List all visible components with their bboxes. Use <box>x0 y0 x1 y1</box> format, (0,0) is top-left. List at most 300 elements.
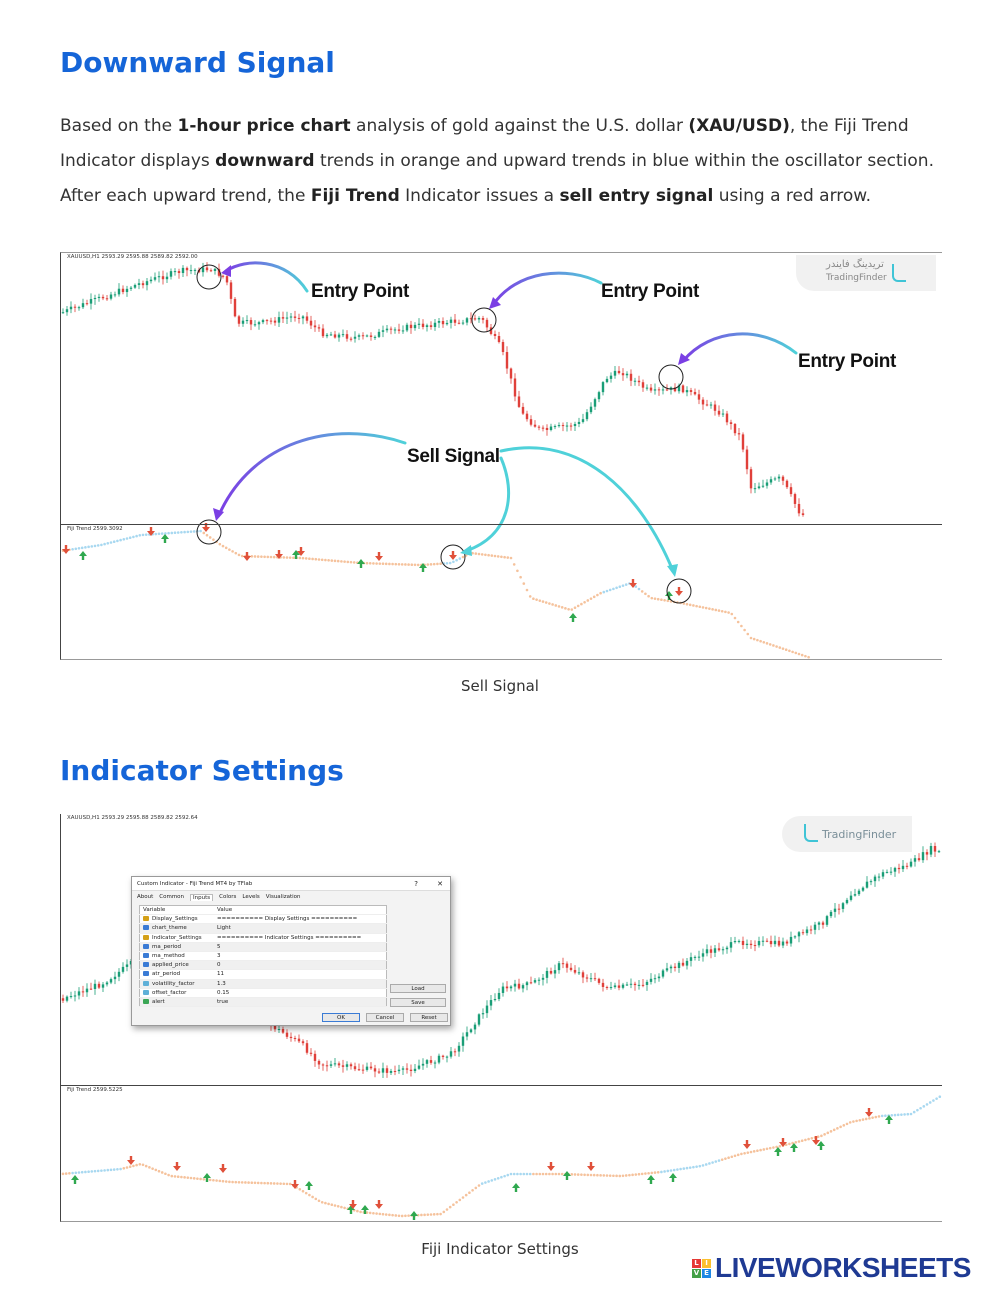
candle-body <box>798 504 800 513</box>
candle-body <box>414 1069 416 1071</box>
candle-body <box>282 1029 284 1033</box>
candle-body <box>514 984 516 987</box>
candle-body <box>882 872 884 876</box>
value-cell[interactable]: 5 <box>214 942 387 951</box>
trend-dot <box>561 606 564 609</box>
variable-name: offset_factor <box>152 989 187 996</box>
candle-body <box>142 283 144 285</box>
trend-dot <box>519 1173 522 1176</box>
candle-body <box>222 276 224 277</box>
candle-body <box>466 318 468 322</box>
candle-body <box>518 984 520 989</box>
candle-body <box>562 963 564 964</box>
trend-dot <box>331 559 334 562</box>
trend-dot <box>561 1173 564 1176</box>
tab-visualization[interactable]: Visualization <box>265 894 301 900</box>
trend-dot <box>241 1181 244 1184</box>
trend-dot <box>740 1153 743 1156</box>
trend-dot <box>705 1163 708 1166</box>
trend-dot <box>926 1103 929 1106</box>
candle-body <box>606 379 608 382</box>
candle-body <box>94 298 96 299</box>
trend-dot <box>68 1172 71 1175</box>
trend-dot <box>721 610 724 613</box>
candle-body <box>274 321 276 323</box>
candle-body <box>638 381 640 382</box>
candle-body <box>906 866 908 867</box>
reset-button[interactable]: Reset <box>410 1013 448 1022</box>
cancel-button[interactable]: Cancel <box>366 1013 404 1022</box>
candle-body <box>326 335 328 336</box>
trend-dot <box>523 582 526 585</box>
trend-dot <box>276 1182 279 1185</box>
candle-body <box>370 1067 372 1069</box>
trend-dot <box>478 553 481 556</box>
candle-body <box>150 280 152 281</box>
candle-body <box>702 400 704 405</box>
trend-dot <box>414 564 417 567</box>
trend-dot <box>843 1124 846 1127</box>
trend-dot <box>532 597 535 600</box>
mark-letter: V <box>693 1268 700 1277</box>
trend-dot <box>423 1214 426 1217</box>
trend-dot <box>862 1118 865 1121</box>
trend-dot <box>126 537 129 540</box>
candle-body <box>318 327 320 328</box>
trend-dot <box>158 533 161 536</box>
trend-dot <box>203 532 206 535</box>
trend-dot <box>286 1183 289 1186</box>
candle-body <box>450 320 452 323</box>
candle-body <box>82 303 84 307</box>
candle-body <box>86 303 88 304</box>
candle-body <box>650 388 652 391</box>
candle-body <box>358 335 360 336</box>
trend-dot <box>711 608 714 611</box>
candle-body <box>754 945 756 946</box>
candle-body <box>510 369 512 379</box>
value-cell[interactable]: 0 <box>214 961 387 970</box>
close-button[interactable]: ✕ <box>437 880 443 888</box>
trend-dot <box>932 1099 935 1102</box>
candle-body <box>830 912 832 916</box>
section-title-indicator-settings: Indicator Settings <box>60 754 344 787</box>
table-row[interactable] <box>140 988 387 997</box>
candle-body <box>330 334 332 335</box>
trend-dot <box>724 611 727 614</box>
sell-arrow-icon <box>375 1200 383 1209</box>
trend-dot <box>343 560 346 563</box>
tab-colors[interactable]: Colors <box>219 894 237 900</box>
trend-dot <box>385 563 388 566</box>
candle-body <box>62 998 64 1000</box>
trend-dot <box>699 1165 702 1168</box>
trend-dot <box>779 646 782 649</box>
trend-dot <box>337 1205 340 1208</box>
entry-point-label-1: Entry Point <box>311 281 410 302</box>
sell-signal-label: Sell Signal <box>407 446 500 467</box>
help-button[interactable]: ? <box>414 880 418 888</box>
trend-dot <box>343 1207 346 1210</box>
buy-arrow-icon <box>410 1211 418 1220</box>
candle-body <box>438 321 440 323</box>
trend-dot <box>644 593 647 596</box>
candle-body <box>622 985 624 988</box>
trend-dot <box>273 1182 276 1185</box>
candle-body <box>742 434 744 449</box>
candle-body <box>98 984 100 988</box>
buy-arrow-icon <box>647 1175 655 1184</box>
candle-body <box>366 335 368 336</box>
candle-body <box>102 984 104 987</box>
table-row[interactable] <box>140 915 387 924</box>
candle-body <box>802 513 804 515</box>
tab-common[interactable]: Common <box>159 894 185 900</box>
candle-body <box>122 967 124 972</box>
candle-body <box>590 978 592 979</box>
trend-dot <box>548 1173 551 1176</box>
trend-dot <box>667 1170 670 1173</box>
trend-dot <box>228 1181 231 1184</box>
text-run: Indicator issues a <box>399 186 560 206</box>
candle-body <box>766 482 768 485</box>
table-row[interactable] <box>140 942 387 951</box>
candle-body <box>342 334 344 335</box>
table-row[interactable] <box>140 970 387 979</box>
candle-body <box>722 949 724 950</box>
trend-dot <box>478 1184 481 1187</box>
trend-dot <box>772 1146 775 1149</box>
trend-dot <box>132 536 135 539</box>
table-row[interactable] <box>140 961 387 970</box>
save-button[interactable]: Save <box>390 998 446 1007</box>
intro-paragraph <box>60 109 950 214</box>
buy-arrow-icon <box>774 1147 782 1156</box>
value-cell[interactable]: true <box>214 997 387 1006</box>
table-row[interactable] <box>140 933 387 942</box>
table-row[interactable] <box>140 997 387 1006</box>
candle-body <box>894 868 896 872</box>
trend-dot <box>171 1175 174 1178</box>
bold-phrase: downward <box>215 151 315 171</box>
trend-dot <box>353 561 356 564</box>
trend-dot <box>820 1135 823 1138</box>
trend-dot <box>529 1173 532 1176</box>
parameter-type-icon <box>143 935 149 940</box>
trend-dot <box>673 1169 676 1172</box>
parameter-type-icon <box>143 981 149 986</box>
trend-dot <box>183 531 186 534</box>
candle-body <box>346 1064 348 1067</box>
candle-body <box>778 941 780 946</box>
trend-dot <box>375 1212 378 1215</box>
trend-dot <box>251 555 254 558</box>
value-cell[interactable]: ========== Indicator Settings ========== <box>214 933 387 942</box>
candle-body <box>758 486 760 488</box>
trend-dot <box>459 1199 462 1202</box>
trend-dot <box>110 541 113 544</box>
candle-body <box>730 942 732 948</box>
candle-body <box>366 1067 368 1070</box>
candle-body <box>414 325 416 328</box>
trend-dot <box>827 1132 830 1135</box>
trend-dot <box>532 1173 535 1176</box>
trend-dot <box>372 1212 375 1215</box>
candle-body <box>470 1029 472 1032</box>
trend-dot <box>167 532 170 535</box>
trend-dot <box>475 1187 478 1190</box>
candle-body <box>330 1064 332 1065</box>
candle-body <box>154 277 156 279</box>
trend-dot <box>487 1180 490 1183</box>
trend-dot <box>209 536 212 539</box>
trend-dot <box>807 1138 810 1141</box>
trend-dot <box>167 1174 170 1177</box>
candle-body <box>862 888 864 891</box>
trend-dot <box>299 557 302 560</box>
sell-arrow-icon <box>587 1162 595 1171</box>
candle-body <box>558 963 560 970</box>
trend-dot <box>772 644 775 647</box>
value-cell[interactable]: 0.15 <box>214 988 387 997</box>
sell-arrow-icon <box>547 1162 555 1171</box>
highlight-circle <box>197 265 221 289</box>
candle-body <box>86 989 88 993</box>
trend-dot <box>916 1109 919 1112</box>
annotation-arrow <box>226 263 307 291</box>
trend-dot <box>449 1206 452 1209</box>
candle-body <box>462 323 464 324</box>
trend-dot <box>235 1181 238 1184</box>
trend-dot <box>769 1147 772 1150</box>
table-row[interactable] <box>140 951 387 960</box>
buy-arrow-icon <box>357 559 365 568</box>
trend-dot <box>219 543 222 546</box>
trend-dot <box>539 599 542 602</box>
trend-dot <box>71 548 74 551</box>
variable-name: ma_period <box>152 943 181 950</box>
bold-phrase: (XAU/USD) <box>688 116 790 136</box>
candle-body <box>526 982 528 985</box>
trend-dot <box>657 1171 660 1174</box>
trend-dot <box>593 1174 596 1177</box>
trend-dot <box>638 1173 641 1176</box>
trend-dot <box>78 547 81 550</box>
trend-dot <box>603 591 606 594</box>
trend-dot <box>657 598 660 601</box>
trend-dot <box>151 1167 154 1170</box>
load-button[interactable]: Load <box>390 984 446 993</box>
candle-body <box>614 985 616 987</box>
candle-body <box>686 390 688 392</box>
candle-body <box>306 1043 308 1053</box>
trend-dot <box>411 563 414 566</box>
table-row[interactable] <box>140 924 387 933</box>
value-cell[interactable]: Light <box>214 924 387 933</box>
trend-dot <box>718 1159 721 1162</box>
candle-body <box>698 394 700 399</box>
trend-dot <box>571 1173 574 1176</box>
trend-dot <box>356 1210 359 1213</box>
highlight-circle <box>472 308 496 332</box>
trend-dot <box>142 534 145 537</box>
candle-body <box>94 984 96 989</box>
candle-body <box>162 276 164 279</box>
candle-body <box>190 270 192 271</box>
trend-dot <box>859 1119 862 1122</box>
trend-dot <box>481 553 484 556</box>
trend-dot <box>740 625 743 628</box>
trend-dot <box>407 563 410 566</box>
tradingfinder-logo <box>782 816 912 852</box>
value-cell[interactable]: 3 <box>214 951 387 960</box>
candle-body <box>290 1037 292 1038</box>
value-cell[interactable]: 11 <box>214 970 387 979</box>
candle-body <box>710 949 712 953</box>
candle-body <box>422 324 424 327</box>
trend-dot <box>359 1211 362 1214</box>
trend-dot <box>804 655 807 658</box>
trend-dot <box>750 637 753 640</box>
trend-dot <box>417 564 420 567</box>
trend-dot <box>436 1213 439 1216</box>
candle-body <box>694 392 696 394</box>
trend-dot <box>833 1129 836 1132</box>
candle-body <box>118 289 120 295</box>
candle-body <box>334 1063 336 1064</box>
trend-dot <box>535 1173 538 1176</box>
trend-dot <box>87 546 90 549</box>
candle-body <box>294 316 296 317</box>
text-run: using a red arrow. <box>713 186 872 206</box>
candle-body <box>746 450 748 470</box>
trend-dot <box>161 532 164 535</box>
candle-body <box>710 405 712 406</box>
trend-dot <box>734 1155 737 1158</box>
dialog-titlebar <box>132 877 450 891</box>
trend-dot <box>811 1137 814 1140</box>
candle-body <box>362 1070 364 1071</box>
trend-dot <box>468 1191 471 1194</box>
tab-levels[interactable]: Levels <box>242 894 260 900</box>
buy-arrow-icon <box>569 613 577 622</box>
trend-dot <box>507 1174 510 1177</box>
trend-dot <box>702 606 705 609</box>
trend-dot <box>439 562 442 565</box>
trend-dot <box>171 532 174 535</box>
candle-body <box>726 948 728 950</box>
candle-body <box>114 977 116 979</box>
trend-dot <box>727 1156 730 1159</box>
tab-about[interactable]: About <box>137 894 154 900</box>
trend-dot <box>654 1171 657 1174</box>
trend-dot <box>347 561 350 564</box>
candle-body <box>502 987 504 993</box>
candle-body <box>646 388 648 389</box>
trend-dot <box>734 617 737 620</box>
candle-body <box>110 295 112 299</box>
value-cell[interactable]: 1.3 <box>214 979 387 988</box>
oscillator-label: Fiji Trend 2599.3092 <box>67 526 123 532</box>
ok-button[interactable]: OK <box>322 1013 360 1022</box>
trend-dot <box>212 1179 215 1182</box>
candle-body <box>614 371 616 376</box>
trend-dot <box>430 1213 433 1216</box>
candle-body <box>618 371 620 373</box>
trend-dot <box>315 558 318 561</box>
candle-body <box>910 862 912 867</box>
trend-dot <box>372 562 375 565</box>
candle-body <box>106 983 108 985</box>
trend-dot <box>427 563 430 566</box>
mark-letter: L <box>692 1259 701 1268</box>
trend-dot <box>923 1105 926 1108</box>
value-cell[interactable]: ========== Display Settings ========== <box>214 915 387 924</box>
trend-dot <box>708 1162 711 1165</box>
candle-body <box>762 486 764 487</box>
candle-body <box>382 330 384 332</box>
trend-dot <box>174 1175 177 1178</box>
table-row[interactable] <box>140 979 387 988</box>
candle-body <box>706 404 708 405</box>
trend-dot <box>503 556 506 559</box>
trend-dot <box>555 1173 558 1176</box>
logo-mark-icon <box>892 264 906 282</box>
trend-dot <box>686 1167 689 1170</box>
variable-cell <box>140 988 215 997</box>
candle-body <box>250 320 252 324</box>
trend-dot <box>123 538 126 541</box>
candle-body <box>122 289 124 292</box>
candle-body <box>822 922 824 924</box>
logo-text-en: TradingFinder <box>822 828 897 841</box>
trend-dot <box>651 597 654 600</box>
candle-body <box>326 1065 328 1066</box>
trend-dot <box>507 556 510 559</box>
trend-dot <box>910 1113 913 1116</box>
trend-dot <box>331 1203 334 1206</box>
candle-body <box>806 929 808 933</box>
figure-caption-indicator-settings: Fiji Indicator Settings <box>421 1240 579 1258</box>
trend-dot <box>849 1121 852 1124</box>
trend-dot <box>491 554 494 557</box>
candle-body <box>570 426 572 427</box>
trend-dot <box>753 638 756 641</box>
trend-dot <box>798 1140 801 1143</box>
trend-dot <box>196 1177 199 1180</box>
tradingfinder-logo <box>796 255 936 291</box>
text-run: analysis of gold against the U.S. dollar <box>350 116 689 136</box>
trend-dot <box>619 585 622 588</box>
candle-body <box>302 316 304 318</box>
trend-dot <box>443 1211 446 1214</box>
tab-inputs[interactable]: Inputs <box>190 894 213 901</box>
trend-dot <box>238 554 241 557</box>
sell-arrow-icon <box>243 552 251 561</box>
trend-dot <box>497 1177 500 1180</box>
trend-dot <box>283 1182 286 1185</box>
candle-body <box>810 929 812 930</box>
candle-body <box>866 882 868 888</box>
trend-dot <box>763 641 766 644</box>
trend-dot <box>663 599 666 602</box>
trend-dot <box>193 530 196 533</box>
trend-dot <box>638 588 641 591</box>
trend-dot <box>510 1173 513 1176</box>
variable-name: alert <box>152 998 165 1005</box>
trend-dot <box>379 1213 382 1216</box>
annotation-arrow <box>493 273 601 305</box>
